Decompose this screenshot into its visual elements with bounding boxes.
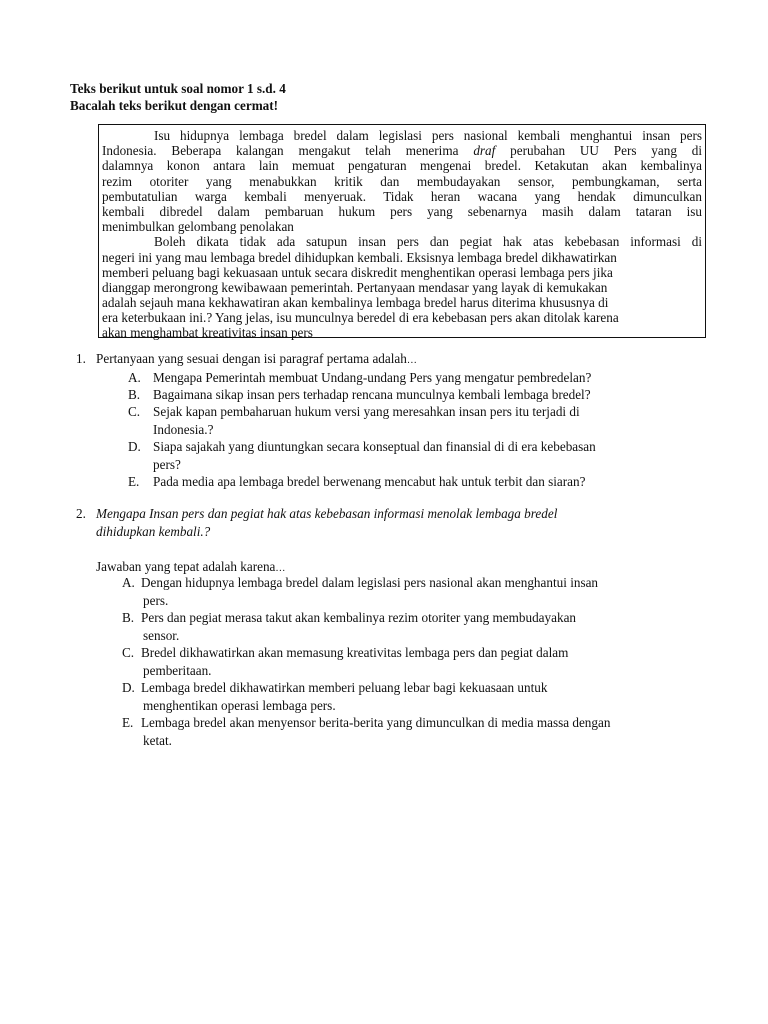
option-text-cont: pers. bbox=[143, 592, 169, 608]
option-letter: B. bbox=[128, 387, 141, 402]
option-text: Mengapa Pemerintah membuat Undang-undang Pers yang mengatur pembredelan? bbox=[153, 370, 592, 385]
option-text: Bredel dikhawatirkan akan memasung kreativitas lembaga pers dan pegiat dalam bbox=[141, 645, 569, 660]
option-letter: C. bbox=[128, 404, 141, 419]
option-text-cont: ketat. bbox=[143, 732, 172, 748]
question-text: Pertanyaan yang sesuai dengan isi paragraf pertama adalah… bbox=[96, 351, 418, 366]
option-text-cont: Indonesia.? bbox=[153, 421, 214, 437]
option-text: Lembaga bredel dikhawatirkan memberi peluang lebar bagi kekuasaan untuk bbox=[141, 680, 548, 695]
option-letter: D. bbox=[122, 680, 135, 695]
question-text: Mengapa Insan pers dan pegiat hak atas kebebasan informasi menolak lembaga bredel bbox=[96, 506, 558, 521]
passage-line: menimbulkan gelombang penolakan bbox=[102, 219, 294, 235]
passage-line: dalamnya konon antara lain memuat pengaturan mengenai bredel. Ketakutan akan kembalinya bbox=[102, 158, 702, 174]
passage-line: negeri ini yang mau lembaga bredel dihidupkan kembali. Eksisnya lembaga bredel dikhawatirkan bbox=[102, 249, 617, 265]
passage-line: Boleh dikata tidak ada satupun insan pers dan pegiat hak atas kebebasan informasi di bbox=[154, 234, 702, 250]
option-text: Pada media apa lembaga bredel berwenang mencabut hak untuk terbit dan siaran? bbox=[153, 474, 586, 489]
document-page: Teks berikut untuk soal nomor 1 s.d. 4 Bacalah teks berikut dengan cermat! Isu hidupnya lembaga bredel dalam legislasi pers nasional kembali menghantui insan pers Indonesia. Beberapa kalangan mengakut telah menerima draf perubahan UU Pers yang di dalamnya konon antara lain memuat pengaturan mengenai bredel. Ketakutan akan kembalinya rezim otoriter yang menabukkan kritik dan membudayakan sensor, pembungkaman, serta pembutatulian warga kembali menyeruak. Tidak heran wacana yang hendak dimunculkan kembali dibredel dalam pembaruan hukum pers yang sebenarnya masih dalam tataran isu menimbulkan gelombang penolakan Boleh dikata tidak ada satupun insan pers dan pegiat hak atas kebebasan informasi di negeri ini yang mau lembaga bredel dihidupkan kembali. Eksisnya lembaga bredel dikhawatirkan memberi peluang bagi kekuasaan untuk secara diskredit menghentikan operasi lembaga pers jika dianggap merongrong kewibawaan pemerintah. Pertanyaan mendasar yang layak di kemukakan adalah sejauh mana kekhawatiran akan kembalinya lembaga bredel harus diterima khususnya di era keterbukaan ini.? Yang jelas, isu munculnya beredel di era kebebasan pers akan ditolak karena akan menghambat kreativitas insan pers 1. Pertanyaan yang sesuai dengan isi paragraf pertama adalah… A. Mengapa Pemerintah membuat Undang-undang Pers yang mengatur pembredelan? B. Bagaimana sikap insan pers terhadap rencana munculnya kembali lembaga bredel? C. Sejak kapan pembaharuan hukum versi yang meresahkan insan pers itu terjadi di Indonesia.? D. Siapa sajakah yang diuntungkan secara konseptual dan finansial di di era kebebasan pers? E. Pada media apa lembaga bredel berwenang mencabut hak untuk terbit dan siaran? 2. Mengapa Insan pers dan pegiat hak atas kebebasan informasi menolak lembaga bredel dihidupkan kembali.? Jawaban yang tepat adalah karena… A. Dengan hidupnya lembaga bredel dalam legislasi pers nasional akan menghantui insan pers. B. Pers dan pegiat merasa takut akan kembalinya rezim otoriter yang membudayakan sensor. C. Bredel dikhawatirkan akan memasung kreativitas lembaga pers dan pegiat dalam pemberitaan. D. Lembaga bredel dikhawatirkan memberi peluang lebar bagi kekuasaan untuk menghentikan operasi lembaga pers. E. Lembaga bredel akan menyensor berita-berita yang dimunculkan di media massa dengan ketat. bbox=[0, 0, 768, 1024]
passage-line: era keterbukaan ini.? Yang jelas, isu munculnya beredel di era kebebasan pers akan ditolak karena bbox=[102, 310, 619, 326]
option-letter: A. bbox=[122, 575, 135, 590]
option-text: Lembaga bredel akan menyensor berita-berita yang dimunculkan di media massa dengan bbox=[141, 715, 611, 730]
option-text: Sejak kapan pembaharuan hukum versi yang meresahkan insan pers itu terjadi di bbox=[153, 404, 580, 419]
option-text: Dengan hidupnya lembaga bredel dalam legislasi pers nasional akan menghantui insan bbox=[141, 575, 599, 590]
passage-line: pembutatulian warga kembali menyeruak. Tidak heran wacana yang hendak dimunculkan bbox=[102, 188, 702, 204]
option-text-cont: menghentikan operasi lembaga pers. bbox=[143, 697, 336, 713]
passage-italic-word: draf bbox=[473, 143, 496, 159]
instruction-heading: Teks berikut untuk soal nomor 1 s.d. 4 bbox=[70, 81, 286, 96]
option-letter: A. bbox=[128, 370, 141, 385]
passage-line: kembali dibredel dalam pembaruan hukum pers yang sebenarnya masih dalam tataran isu bbox=[102, 203, 702, 219]
option-letter: D. bbox=[128, 439, 141, 454]
passage-line: Indonesia. Beberapa kalangan mengakut telah menerima draf perubahan UU Pers yang di bbox=[102, 143, 703, 159]
option-text-cont: sensor. bbox=[143, 627, 180, 643]
passage-line: rezim otoriter yang menabukkan kritik dan membudayakan sensor, pembungkaman, serta bbox=[102, 173, 702, 189]
option-text: Siapa sajakah yang diuntungkan secara konseptual dan finansial di di era kebebasan bbox=[153, 439, 596, 454]
passage-line: adalah sejauh mana kekhawatiran akan kembalinya lembaga bredel harus diterima khususnya di bbox=[102, 295, 609, 311]
passage-line: Isu hidupnya lembaga bredel dalam legislasi pers nasional kembali menghantui insan pers bbox=[154, 128, 702, 143]
question-number: 2. bbox=[76, 506, 86, 521]
passage-line: dianggap merongrong kewibawaan pemerintah. Pertanyaan mendasar yang layak di kemukakan bbox=[102, 279, 608, 295]
option-text-cont: pemberitaan. bbox=[143, 662, 212, 678]
option-letter: B. bbox=[122, 610, 135, 625]
option-letter: C. bbox=[122, 645, 135, 660]
option-text: Pers dan pegiat merasa takut akan kembalinya rezim otoriter yang membudayakan bbox=[141, 610, 577, 625]
passage-line: akan menghambat kreativitas insan pers bbox=[102, 325, 313, 341]
question-text-cont: dihidupkan kembali.? bbox=[96, 523, 211, 539]
option-letter: E. bbox=[122, 715, 134, 730]
option-text-cont: pers? bbox=[153, 456, 181, 472]
reading-passage-box bbox=[98, 124, 706, 341]
option-letter: E. bbox=[128, 474, 140, 489]
instruction-subheading: Bacalah teks berikut dengan cermat! bbox=[70, 98, 279, 113]
option-text: Bagaimana sikap insan pers terhadap rencana munculnya kembali lembaga bredel? bbox=[153, 387, 591, 402]
question-number: 1. bbox=[76, 351, 86, 366]
passage-line: memberi peluang bagi kekuasaan untuk secara diskredit menghentikan operasi lembaga pers jika bbox=[102, 264, 613, 280]
